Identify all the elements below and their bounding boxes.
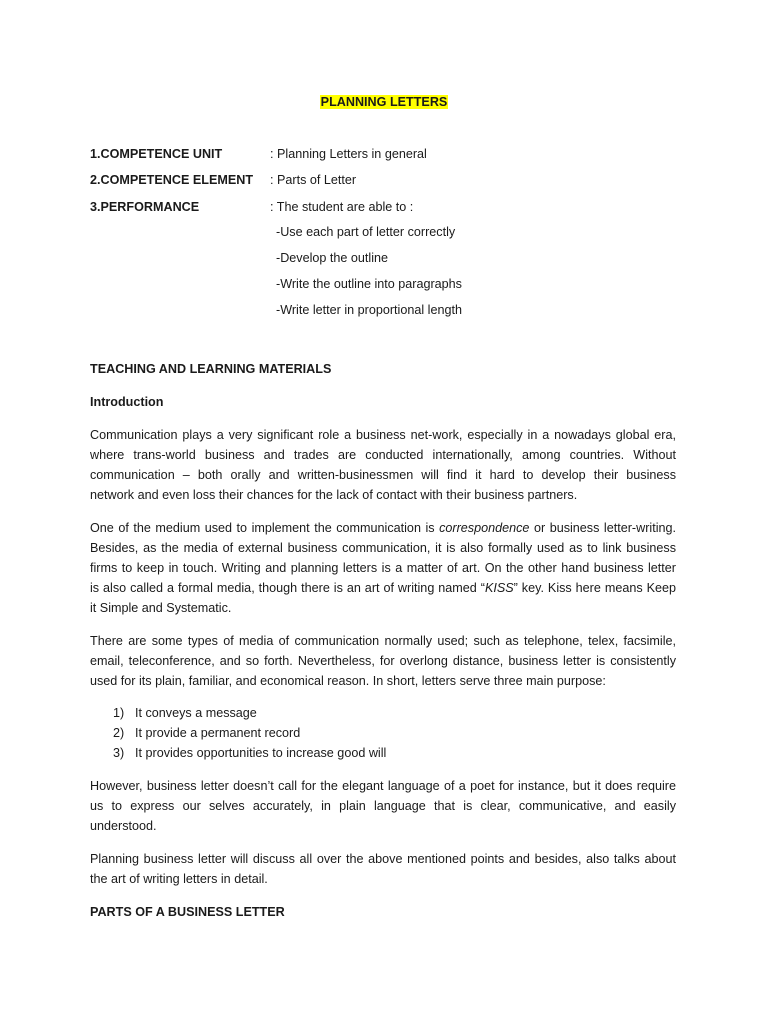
title-highlight: PLANNING LETTERS: [320, 95, 448, 109]
paragraph-text: or business letter-writing.: [529, 521, 677, 535]
paragraph-line: Planning business letter will discuss all over the above mentioned points and besides, also talks about: [90, 852, 676, 866]
paragraph-line: However, business letter doesn’t call for the elegant language of a poet for instance, but it does require: [90, 779, 676, 793]
paragraph-line: the art of writing letters in detail.: [90, 872, 268, 886]
meta-value: : Parts of Letter: [270, 173, 357, 187]
performance-item: -Write the outline into paragraphs: [276, 277, 462, 291]
paragraph-text: is also called a formal media, though there is an art of writing named “: [90, 581, 485, 595]
meta-value: : The student are able to :: [270, 200, 414, 214]
paragraph-line: firms to keep in touch. Writing and planning letters is a matter of art. On the other hand business letter: [90, 561, 676, 575]
paragraph-line: used for its plain, familiar, and economical reason. In short, letters serve three main purpose:: [90, 674, 606, 688]
paragraph-2: [90, 518, 676, 618]
paragraph-4: [90, 776, 676, 836]
introduction-heading: Introduction: [90, 395, 164, 409]
parts-heading: PARTS OF A BUSINESS LETTER: [90, 905, 285, 919]
paragraph-line: There are some types of media of communication normally used; such as telephone, telex, facsimile,: [90, 634, 676, 648]
purpose-list-item: [113, 745, 386, 761]
list-text: It provide a permanent record: [135, 726, 301, 740]
paragraph-line: us to express our selves accurately, in plain language that is clear, communicative, and easily: [90, 799, 676, 813]
paragraph-line: [90, 578, 676, 598]
list-text: It provides opportunities to increase good will: [135, 746, 387, 760]
purpose-list-item: [113, 725, 300, 741]
paragraph-line: where trans-world business and trades are conducted internationally, among countries. Without: [90, 448, 676, 462]
performance-item: -Develop the outline: [276, 251, 389, 265]
paragraph-text: ” key. Kiss here means Keep: [513, 581, 676, 595]
list-number: 1): [113, 706, 125, 720]
paragraph-1: [90, 425, 676, 505]
document-title: [0, 94, 768, 110]
performance-item: -Write letter in proportional length: [276, 303, 462, 317]
performance-item: -Use each part of letter correctly: [276, 225, 456, 239]
list-number: 2): [113, 726, 125, 740]
emphasis-text: KISS: [484, 581, 514, 595]
paragraph-line: network and even loss their chances for the lack of contact with their business partners.: [90, 488, 578, 502]
meta-key: 3.PERFORMANCE: [90, 200, 200, 214]
meta-value: : Planning Letters in general: [270, 147, 427, 161]
paragraph-3: [90, 631, 676, 691]
paragraph-line: email, teleconference, and so forth. Nevertheless, for overlong distance, business letter is consistently: [90, 654, 676, 668]
paragraph-line: Communication plays a very significant role a business net-work, especially in a nowadays global era,: [90, 428, 676, 442]
paragraph-line: it Simple and Systematic.: [90, 601, 232, 615]
meta-key: 2.COMPETENCE ELEMENT: [90, 173, 254, 187]
meta-key: 1.COMPETENCE UNIT: [90, 147, 223, 161]
list-text: It conveys a message: [135, 706, 257, 720]
paragraph-line: communication – both orally and written-businessmen will find it hard to develop their business: [90, 468, 676, 482]
purpose-list-item: [113, 705, 257, 721]
paragraph-text: One of the medium used to implement the communication is: [90, 521, 440, 535]
paragraph-line: [90, 518, 676, 538]
emphasis-text: correspondence: [439, 521, 530, 535]
paragraph-5: [90, 849, 676, 889]
paragraph-line: understood.: [90, 819, 157, 833]
section-heading: TEACHING AND LEARNING MATERIALS: [90, 362, 332, 376]
paragraph-line: Besides, as the media of external business communication, it is also formally used as to link business: [90, 541, 676, 555]
list-number: 3): [113, 746, 125, 760]
